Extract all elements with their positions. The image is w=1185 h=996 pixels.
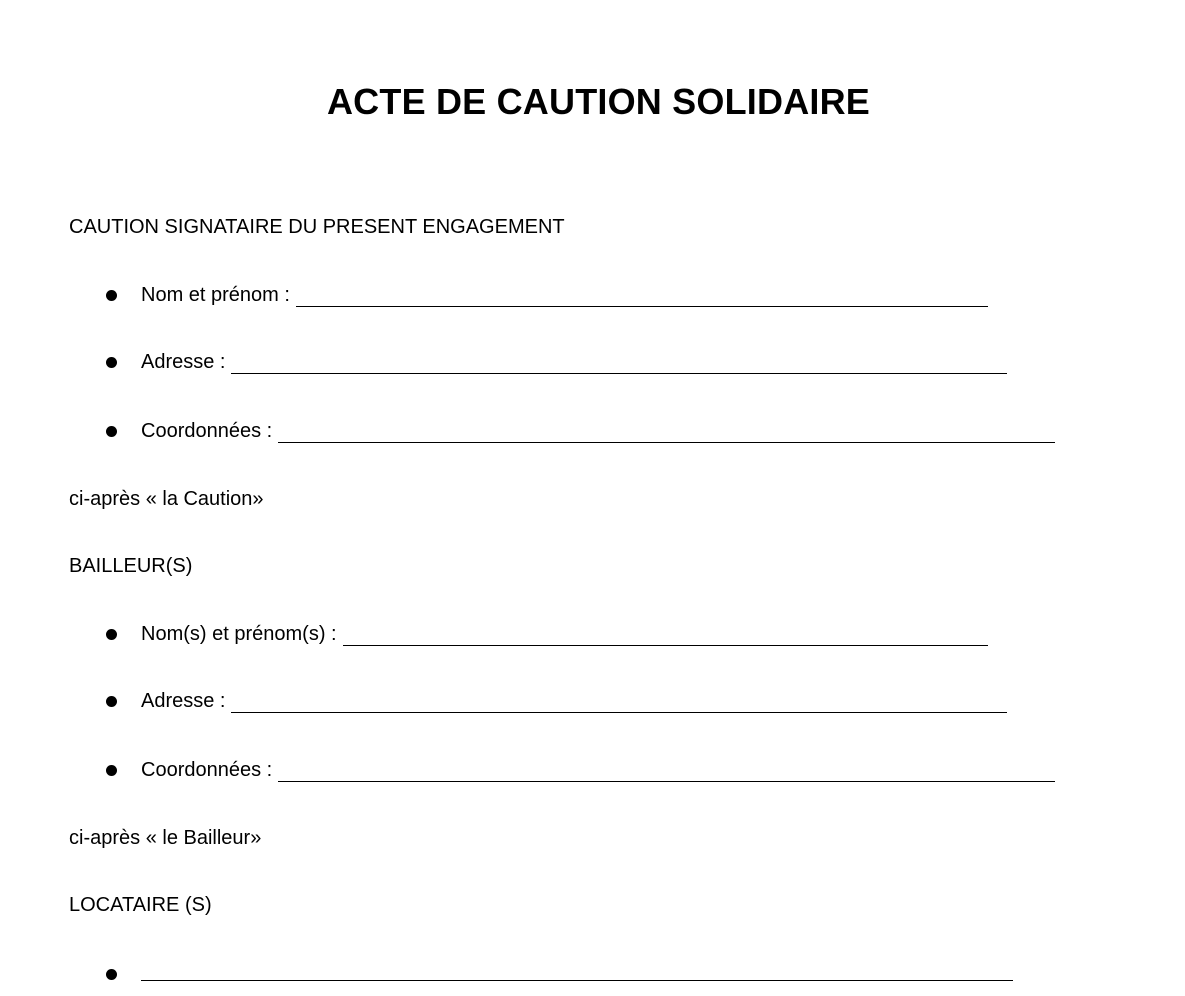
bailleur-address-item [0,689,1185,715]
caution-address-label: Adresse : [141,351,226,373]
bailleur-heading: BAILLEUR(S) [69,555,193,577]
locataire-input-line[interactable] [141,962,1013,981]
bullet-icon [106,696,117,707]
caution-name-label: Nom et prénom : [141,284,290,306]
locataire-heading: LOCATAIRE (S) [69,894,212,916]
caution-name-item [0,283,1185,309]
bailleur-name-label: Nom(s) et prénom(s) : [141,623,337,645]
bailleur-designation: ci-après « le Bailleur» [69,827,262,849]
bailleur-address-label: Adresse : [141,690,226,712]
bailleur-name-item [0,622,1185,648]
caution-heading: CAUTION SIGNATAIRE DU PRESENT ENGAGEMENT [69,216,565,238]
bailleur-name-input-line[interactable] [343,627,988,646]
locataire-item [0,962,1185,988]
bullet-icon [106,969,117,980]
caution-address-input-line[interactable] [231,355,1007,374]
bullet-icon [106,765,117,776]
caution-name-input-line[interactable] [296,288,988,307]
bailleur-contact-label: Coordonnées : [141,759,273,781]
bailleur-address-input-line[interactable] [231,694,1007,713]
caution-contact-item [0,419,1185,445]
caution-designation: ci-après « la Caution» [69,488,264,510]
caution-contact-input-line[interactable] [278,424,1055,443]
bullet-icon [106,426,117,437]
bullet-icon [106,290,117,301]
bullet-icon [106,629,117,640]
bailleur-contact-item [0,758,1185,784]
caution-contact-label: Coordonnées : [141,420,273,442]
document-title: ACTE DE CAUTION SOLIDAIRE [326,81,870,122]
bullet-icon [106,357,117,368]
caution-address-item [0,350,1185,376]
bailleur-contact-input-line[interactable] [278,763,1055,782]
